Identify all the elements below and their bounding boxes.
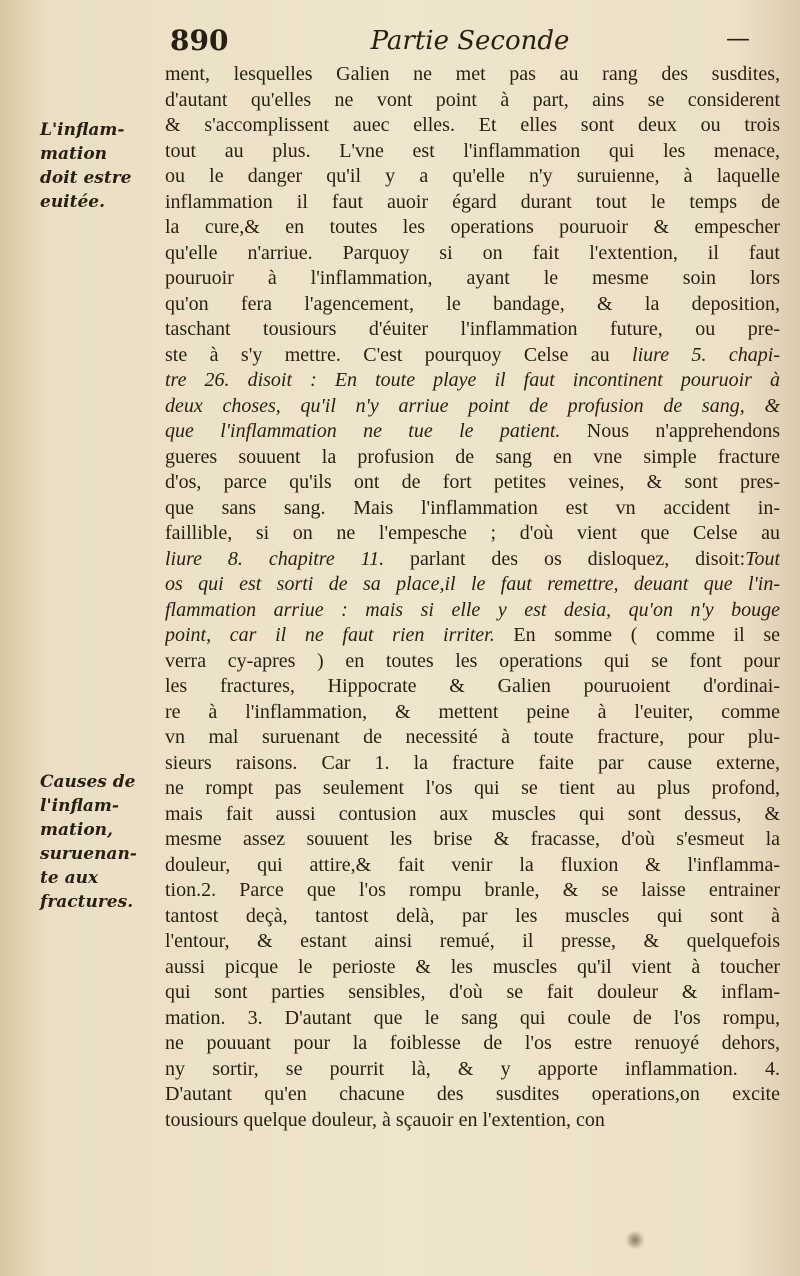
text-line: mation. 3. D'autant que le sang qui coule de l'os rompu, (165, 1006, 780, 1029)
text-line: mesme assez souuent les brise & fracasse, d'où s'esmeut la (165, 828, 780, 850)
text-line: douleur, qui attire,& fait venir la fluxion & l'inflamma- (165, 853, 780, 876)
text-line: ment, lesquelles Galien ne met pas au rang des susdites, (165, 63, 780, 85)
ink-smudge (625, 1230, 645, 1250)
header-dash: — (726, 24, 750, 52)
text-line: verra cy-apres ) en toutes les operations qui se font pour (165, 649, 780, 672)
text-line: la cure,& en toutes les operations pouruoir & empescher (165, 216, 780, 238)
margin-note-inflammation: L'inflam- mation doit estre euitée. (40, 120, 132, 212)
text-line: d'autant qu'elles ne vont point à part, ains se considerent (165, 88, 780, 111)
text-line: vn mal suruenant de necessité à toute fracture, pour plu- (165, 726, 780, 748)
text-line: sieurs raisons. Car 1. la fracture faite par cause externe, (165, 751, 780, 774)
page-number: 890 (170, 24, 229, 57)
text-line: mais fait aussi contusion aux muscles qui sont dessus, & (165, 802, 780, 825)
text-line: ne pouuant pour la foiblesse de l'os estre renuoyé dehors, (165, 1032, 780, 1054)
text-line: faillible, si on ne l'empesche ; d'où vient que Celse au (165, 522, 780, 544)
text-line: tousiours quelque douleur, à sçauoir en l'extention, con (165, 1108, 605, 1131)
text-line: pouruoir à l'inflammation, ayant le mesme soin lors (165, 267, 780, 289)
text-line: ne rompt pas seulement l'os qui se tient au plus profond, (165, 777, 780, 799)
text-line: gueres souuent la profusion de sang en vne simple fracture (165, 445, 780, 468)
margin-note-causes: Causes de l'inflam- mation, suruenan- te aux fractures. (40, 772, 137, 912)
text-line: d'os, parce qu'ils ont de fort petites veines, & sont pres- (165, 471, 780, 493)
text-line: deux choses, qu'il n'y arriue point de profusion de sang, & (165, 394, 780, 417)
text-line: os qui est sorti de sa place,il le faut remettre, deuant que l'in- (165, 573, 780, 595)
text-line: tion.2. Parce que l'os rompu branle, & se laisse entrainer (165, 879, 780, 901)
text-line: point, car il ne faut rien irriter. En somme ( comme il se (165, 624, 780, 646)
text-line: taschant tousiours d'éuiter l'inflammation future, ou pre- (165, 318, 780, 340)
text-line: que sans sang. Mais l'inflammation est vn accident in- (165, 496, 780, 519)
text-line: ou le danger qu'il y a qu'elle n'y suruienne, à laquelle (165, 165, 780, 187)
text-line: liure 8. chapitre 11. parlant des os disloquez, disoit:Tout (165, 547, 780, 570)
text-line: aussi picque le perioste & les muscles qu'il vient à toucher (165, 955, 780, 978)
body-text (165, 62, 780, 1133)
text-line: D'autant qu'en chacune des susdites operations,on excite (165, 1083, 780, 1105)
text-line: ny sortir, se pourrit là, & y apporte inflammation. 4. (165, 1057, 780, 1080)
text-line: les fractures, Hippocrate & Galien pouruoient d'ordinai- (165, 675, 780, 697)
running-title: Partie Seconde (370, 26, 570, 56)
text-line: que l'inflammation ne tue le patient. Nous n'apprehendons (165, 420, 780, 442)
text-line: qu'elle n'arriue. Parquoy si on fait l'extention, il faut (165, 241, 780, 264)
text-line: qu'on fera l'agencement, le bandage, & la deposition, (165, 292, 780, 315)
text-line: ste à s'y mettre. C'est pourquoy Celse au liure 5. chapi- (165, 343, 780, 366)
text-line: flammation arriue : mais si elle y est desia, qu'on n'y bouge (165, 598, 780, 621)
text-line: l'entour, & estant ainsi remué, il presse, & quelquefois (165, 930, 780, 952)
text-line: tre 26. disoit : En toute playe il faut incontinent pouruoir à (165, 369, 780, 391)
text-line: tantost deçà, tantost delà, par les muscles qui sont à (165, 904, 780, 927)
text-line: & s'accomplissent auec elles. Et elles sont deux ou trois (165, 114, 780, 136)
text-line: qui sont parties sensibles, d'où se fait douleur & inflam- (165, 981, 780, 1003)
text-line: tout au plus. L'vne est l'inflammation qui les menace, (165, 139, 780, 162)
text-line: re à l'inflammation, & mettent peine à l'euiter, comme (165, 700, 780, 723)
text-line: inflammation il faut auoir égard durant tout le temps de (165, 190, 780, 213)
page-header (165, 20, 775, 60)
